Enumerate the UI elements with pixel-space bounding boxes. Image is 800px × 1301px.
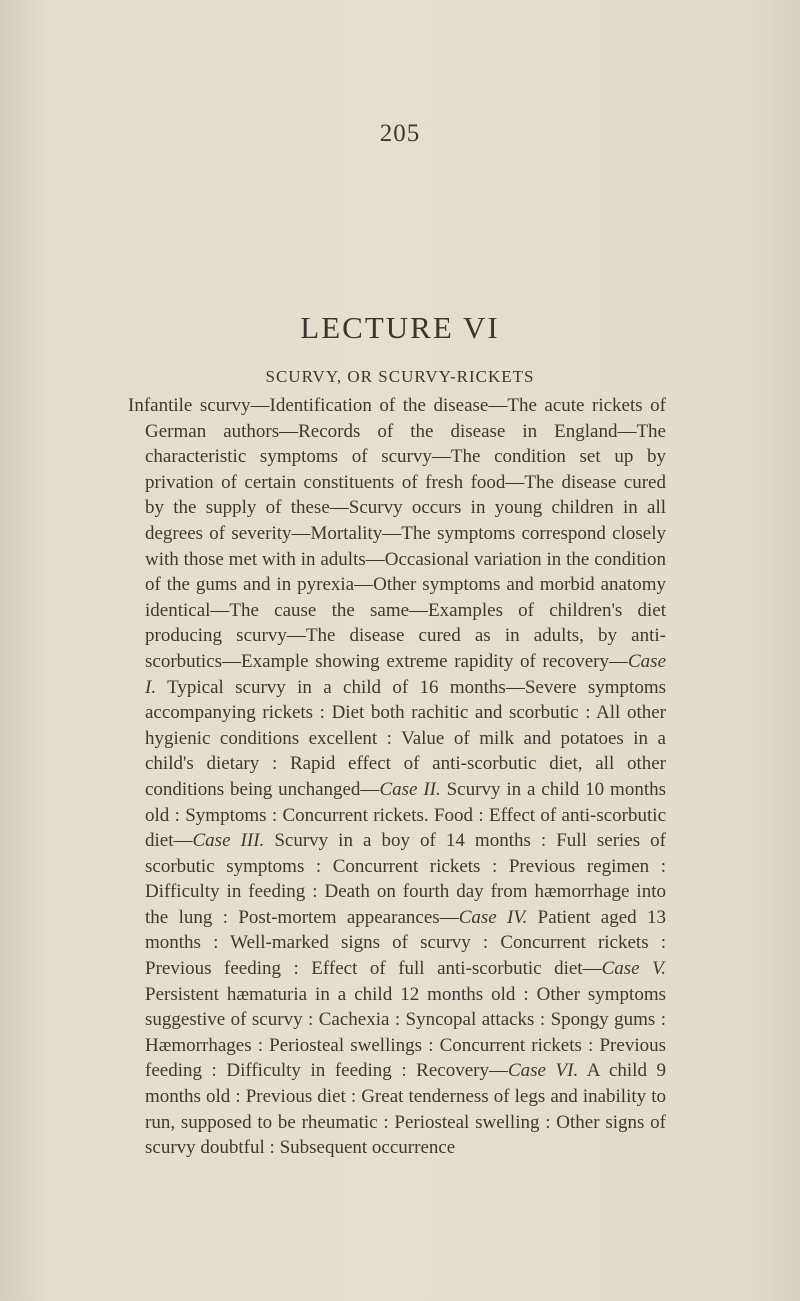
summary-segment: Patient aged 13 months : Well-marked signs of scurvy : Concurrent rickets : Previous feeding : Effect of full anti-scorbutic diet— bbox=[145, 906, 666, 980]
case-reference: Case I. bbox=[145, 650, 666, 698]
case-reference: Case VI. bbox=[507, 1060, 579, 1082]
summary-segment: Scurvy in a child 10 months old : Symptoms : Concurrent rickets. Food : Effect of anti-scorbutic diet— bbox=[145, 778, 666, 852]
lecture-summary bbox=[128, 393, 666, 1161]
summary-segment: Infantile scurvy—Identification of the disease—The acute rickets of German authors—Records of the disease in England—The characteristic symptoms of scurvy—The condition set up by privation of certain constituents of fresh food—The disease cured by the supply of these—Scurvy occurs in young children in all degrees of severity—Mortality—The symptoms correspond closely with those met with in adults—Occasional variation in the condition of the gums and in pyrexia—Other symptoms and morbid anatomy identical—The cause the same—Examples of children's diet producing scurvy—The disease cured as in adults, by anti-scorbutics—Example showing extreme rapidity of recovery— bbox=[128, 395, 666, 672]
summary-segment: Scurvy in a boy of 14 months : Full series of scorbutic symptoms : Concurrent rickets : Previous regimen : Difficulty in feeding : Death on fourth day from hæmorrhage into the lung : Post-mortem appearances— bbox=[145, 830, 667, 928]
summary-segment: Persistent hæmaturia in a child 12 months old : Other symptoms suggestive of scurvy : Cachexia : Syncopal attacks : Spongy gums : Hæmorrhages : Periosteal swellings : Concurrent rickets : Previous feeding : Difficulty in feeding : Recovery— bbox=[145, 983, 666, 1082]
case-reference: Case III. bbox=[192, 830, 265, 852]
page-number: 205 bbox=[379, 120, 421, 147]
lecture-subtitle: SCURVY, OR SCURVY-RICKETS bbox=[265, 367, 535, 386]
lecture-title: LECTURE VI bbox=[300, 310, 500, 345]
summary-segment: Typical scurvy in a child of 16 months—Severe symptoms accompanying rickets : Diet both rachitic and scorbutic : All other hygienic conditions excellent : Value of milk and potatoes in a child's dietary : Rapid effect of anti-scorbutic diet, all other conditions being unchanged— bbox=[145, 676, 666, 800]
case-reference: Case IV. bbox=[458, 906, 528, 928]
summary-segment: A child 9 months old : Previous diet : Great tenderness of legs and inability to run, supposed to be rheumatic : Periosteal swelling : Other signs of scurvy doubtful : Subsequent occurrence bbox=[145, 1060, 667, 1159]
case-reference: Case II. bbox=[379, 778, 441, 800]
case-reference: Case V. bbox=[601, 958, 666, 980]
